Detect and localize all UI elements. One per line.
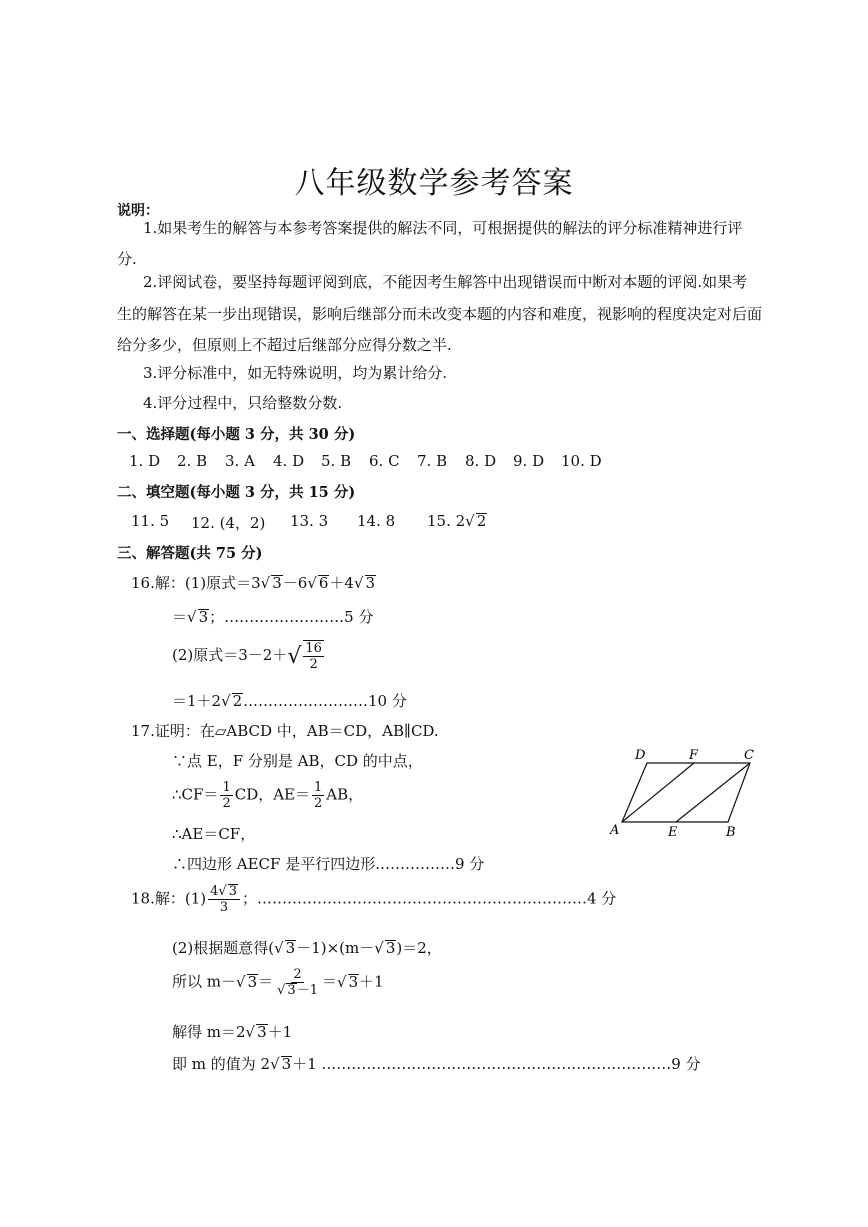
q18-line-2: (2)根据题意得(√ 3－1)×(m－√ 3)＝2， <box>172 937 442 958</box>
q17-line-4: ∴AE＝CF， <box>172 825 256 843</box>
answer-10: 10. D <box>561 452 602 470</box>
score: 4 分 <box>586 889 617 908</box>
q18-line-3: 所以 m－√ 3＝ 2 √ 3－1 ＝√ 3＋1 <box>172 967 384 998</box>
score: 5 分 <box>344 608 374 626</box>
q17-line-5: ∴四边形 AECF 是平行四边形.……………9 分 <box>172 855 485 873</box>
section-2-heading: 二、填空题(每小题 3 分，共 15 分) <box>117 484 356 501</box>
notes-heading: 说明： <box>117 203 159 219</box>
answer-4: 4. D <box>273 452 305 470</box>
answer-7: 7. B <box>417 452 448 470</box>
note-2-line-1: 2.评阅试卷，要坚持每题评阅到底，不能因考生解答中出现错误而中断对本题的评阅.如果考 <box>143 273 748 291</box>
answer-13: 13. 3 <box>290 512 329 530</box>
section-1-heading: 一、选择题(每小题 3 分，共 30 分) <box>117 426 356 443</box>
answer-8: 8. D <box>465 452 497 470</box>
q18-line-4: 解得 m＝2√ 3＋1 <box>172 1021 292 1042</box>
label-b: B <box>726 825 736 840</box>
q17-line-2: ∵点 E，F 分别是 AB，CD 的中点， <box>172 752 423 770</box>
q18-line-5: 即 m 的值为 2√ 3＋1 .……………………………………………………………9 分 <box>172 1053 701 1074</box>
answer-3: 3. A <box>225 452 255 470</box>
note-2-line-3: 给分多少，但原则上不超过后继部分应得分数之半. <box>117 336 452 354</box>
note-1-line-1: 1.如果考生的解答与本参考答案提供的解法不同，可根据提供的解法的评分标准精神进行评 <box>143 219 743 237</box>
label-f: F <box>689 748 699 763</box>
note-2-line-2: 生的解答在某一步出现错误，影响后继部分而未改变本题的内容和难度，视影响的程度决定对后面 <box>117 305 763 323</box>
answer-9: 9. D <box>513 452 545 470</box>
q16-line-3: (2)原式＝3－2＋√ $\frac{16}{2}$ <box>172 640 326 672</box>
score: 9 分 <box>671 1055 701 1073</box>
q17-line-3: ∴CF＝ $\frac{1}{2}$ CD，AE＝ $\frac{1}{2}$ AB， <box>172 780 364 811</box>
q17-line-1: 17.证明：在▱ABCD 中，AB＝CD，AB∥CD. <box>131 722 439 740</box>
q16-line-2: ＝√ 3；……………………5 分 <box>172 606 373 627</box>
answer-15-radicand: 2 <box>476 512 487 530</box>
score: 9 分 <box>454 855 485 873</box>
answer-12: 12. (4，2) <box>191 514 266 532</box>
q16-line-1: 16.解：(1)原式＝3√ 3－6√ 6＋4√ 3 <box>131 572 376 593</box>
note-3: 3.评分标准中，如无特殊说明，均为累计给分. <box>143 364 448 382</box>
answer-15: 15. 2√ 2 <box>427 512 487 530</box>
q18-line-1: 18.解：(1) $\frac{4√ 3}{3}$ ；…………………………………………………………4 分 <box>131 884 616 915</box>
label-d: D <box>635 748 646 763</box>
label-c: C <box>744 748 754 763</box>
answer-14: 14. 8 <box>357 512 396 530</box>
answer-11: 11. 5 <box>131 512 170 530</box>
answer-6: 6. C <box>369 452 400 470</box>
section-3-heading: 三、解答题(共 75 分) <box>117 545 263 562</box>
note-4: 4.评分过程中，只给整数分数. <box>143 394 343 412</box>
answer-2: 2. B <box>177 452 208 470</box>
q16-line-4: ＝1＋2√ 2.……………………10 分 <box>172 690 407 711</box>
answer-5: 5. B <box>321 452 352 470</box>
answer-1: 1. D <box>129 452 161 470</box>
note-1-line-2: 分. <box>117 250 137 268</box>
score: 10 分 <box>367 692 407 710</box>
page-title: 八年级数学参考答案 <box>294 166 574 201</box>
label-a: A <box>610 823 620 838</box>
label-e: E <box>668 825 678 840</box>
parallelogram-figure <box>600 745 765 840</box>
